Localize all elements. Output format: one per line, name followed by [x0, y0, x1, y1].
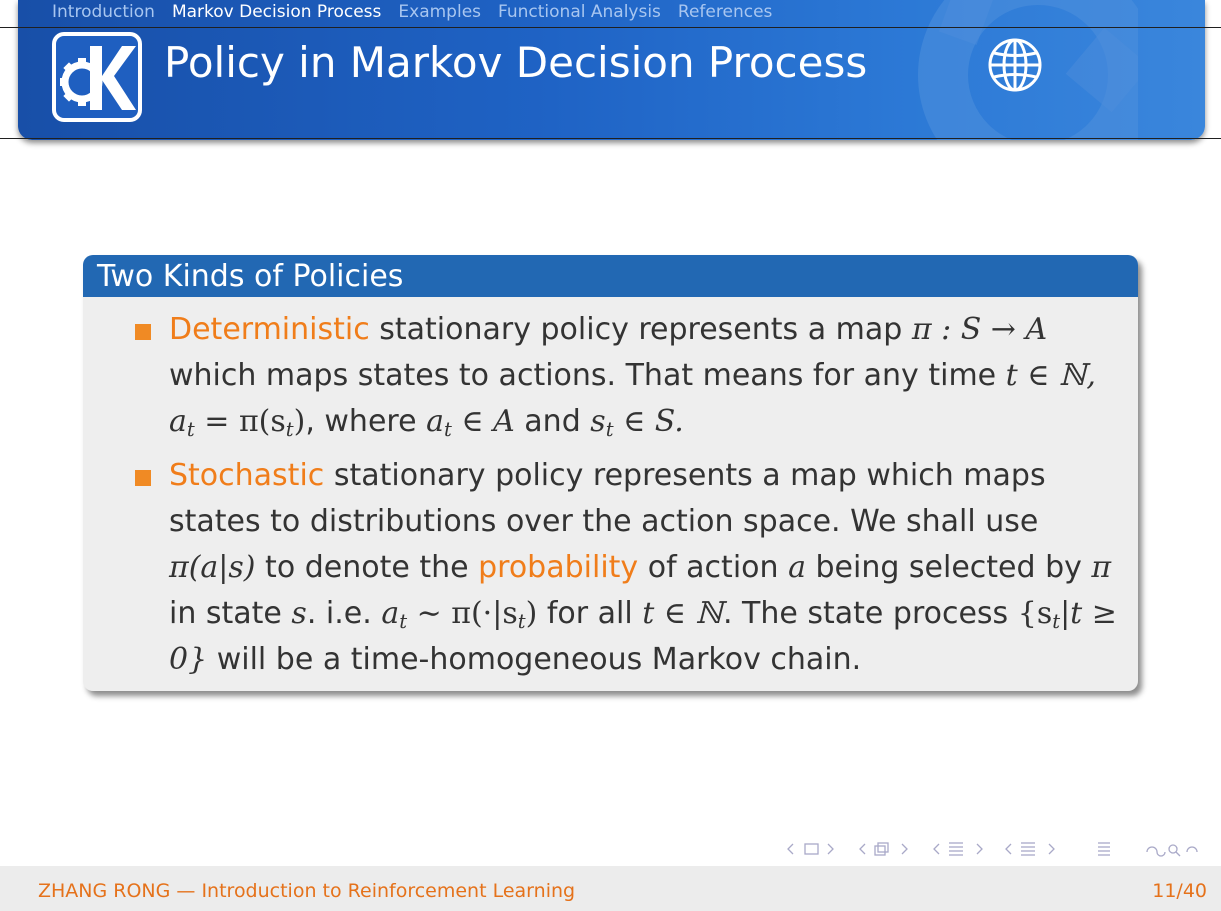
nav-introduction[interactable]: Introduction [52, 2, 155, 22]
math: |t ≥ 0} [169, 596, 1117, 677]
math-map: π : S → A [911, 312, 1048, 347]
nav-section-prev-next-icon[interactable] [934, 843, 982, 855]
item-text: . i.e. [306, 596, 382, 631]
nav-search-back-forward-icon[interactable] [1147, 845, 1197, 856]
item-text: and [514, 404, 591, 439]
item-text: to denote the [255, 550, 479, 585]
math-sub: t [443, 417, 452, 441]
frame-footer [0, 866, 1221, 911]
nav-appendix-icon[interactable] [1098, 843, 1110, 855]
beamer-navigation-symbols [785, 838, 1215, 860]
nav-markov-decision-process[interactable]: Markov Decision Process [171, 2, 382, 22]
math: a [426, 404, 444, 439]
bullet-square-icon [135, 470, 151, 486]
item-text: being selected by [805, 550, 1092, 585]
list-item-deterministic [169, 307, 1129, 445]
header-rule-bottom [0, 138, 1221, 139]
item-text: for all [537, 596, 643, 631]
item-text: stationary policy represents a map which maps states to distributions over the action space. We shall use [169, 458, 1046, 539]
globe-icon [986, 36, 1044, 94]
math: {s [1017, 596, 1053, 631]
math-sub: t [1052, 609, 1061, 633]
item-text: . The state process [722, 596, 1018, 631]
math: a [169, 404, 187, 439]
item-text: of action [638, 550, 789, 585]
math: = π(s [194, 404, 286, 439]
math: ∈ A [451, 404, 515, 439]
footer-author-title: ZHANG RONG — Introduction to Reinforcement Learning [38, 880, 576, 902]
math: ∈ S. [613, 404, 684, 439]
item-text: stationary policy represents a map [369, 312, 912, 347]
math: s [590, 404, 606, 439]
kde-logo-icon [52, 32, 142, 122]
keyword-deterministic: Deterministic [169, 312, 370, 347]
frame-title: Policy in Markov Decision Process [164, 38, 868, 87]
bullet-square-icon [135, 324, 151, 340]
math-sub: t [399, 609, 408, 633]
list-item-stochastic [169, 453, 1129, 683]
nav-references[interactable]: References [677, 2, 773, 22]
keyword-stochastic: Stochastic [169, 458, 325, 493]
math-time: t ∈ ℕ, [1005, 358, 1096, 393]
page-number: 11/40 [1152, 880, 1207, 902]
header-rule-top [0, 27, 1221, 28]
item-text: , where [305, 404, 427, 439]
math: s [291, 596, 307, 631]
nav-examples[interactable]: Examples [398, 2, 482, 22]
keyword-probability: probability [478, 550, 639, 585]
nav-document-prev-next-icon[interactable] [1006, 843, 1054, 855]
block-title: Two Kinds of Policies [83, 255, 1138, 297]
item-text: in state [169, 596, 292, 631]
math-sub: t [285, 417, 294, 441]
item-text: which maps states to actions. That means for any time [169, 358, 1006, 393]
nav-functional-analysis[interactable]: Functional Analysis [498, 2, 661, 22]
item-text: will be a time-homogeneous Markov chain. [207, 642, 862, 677]
nav-subsection-prev-next-icon[interactable] [860, 843, 907, 855]
math: π(a|s) [169, 550, 256, 585]
math: a [381, 596, 400, 631]
math-sub: t [186, 417, 195, 441]
nav-frame-prev-next-icon[interactable] [788, 844, 833, 854]
math: t ∈ ℕ [642, 596, 723, 631]
math: ∼ π(·|s [407, 596, 518, 631]
math: ) [525, 596, 538, 631]
math-sub: t [605, 417, 614, 441]
math: π [1091, 550, 1112, 585]
math: a [788, 550, 806, 585]
math-sub: t [517, 609, 526, 633]
section-navigation [52, 2, 772, 26]
math: ) [293, 404, 306, 439]
policies-block [83, 255, 1138, 691]
